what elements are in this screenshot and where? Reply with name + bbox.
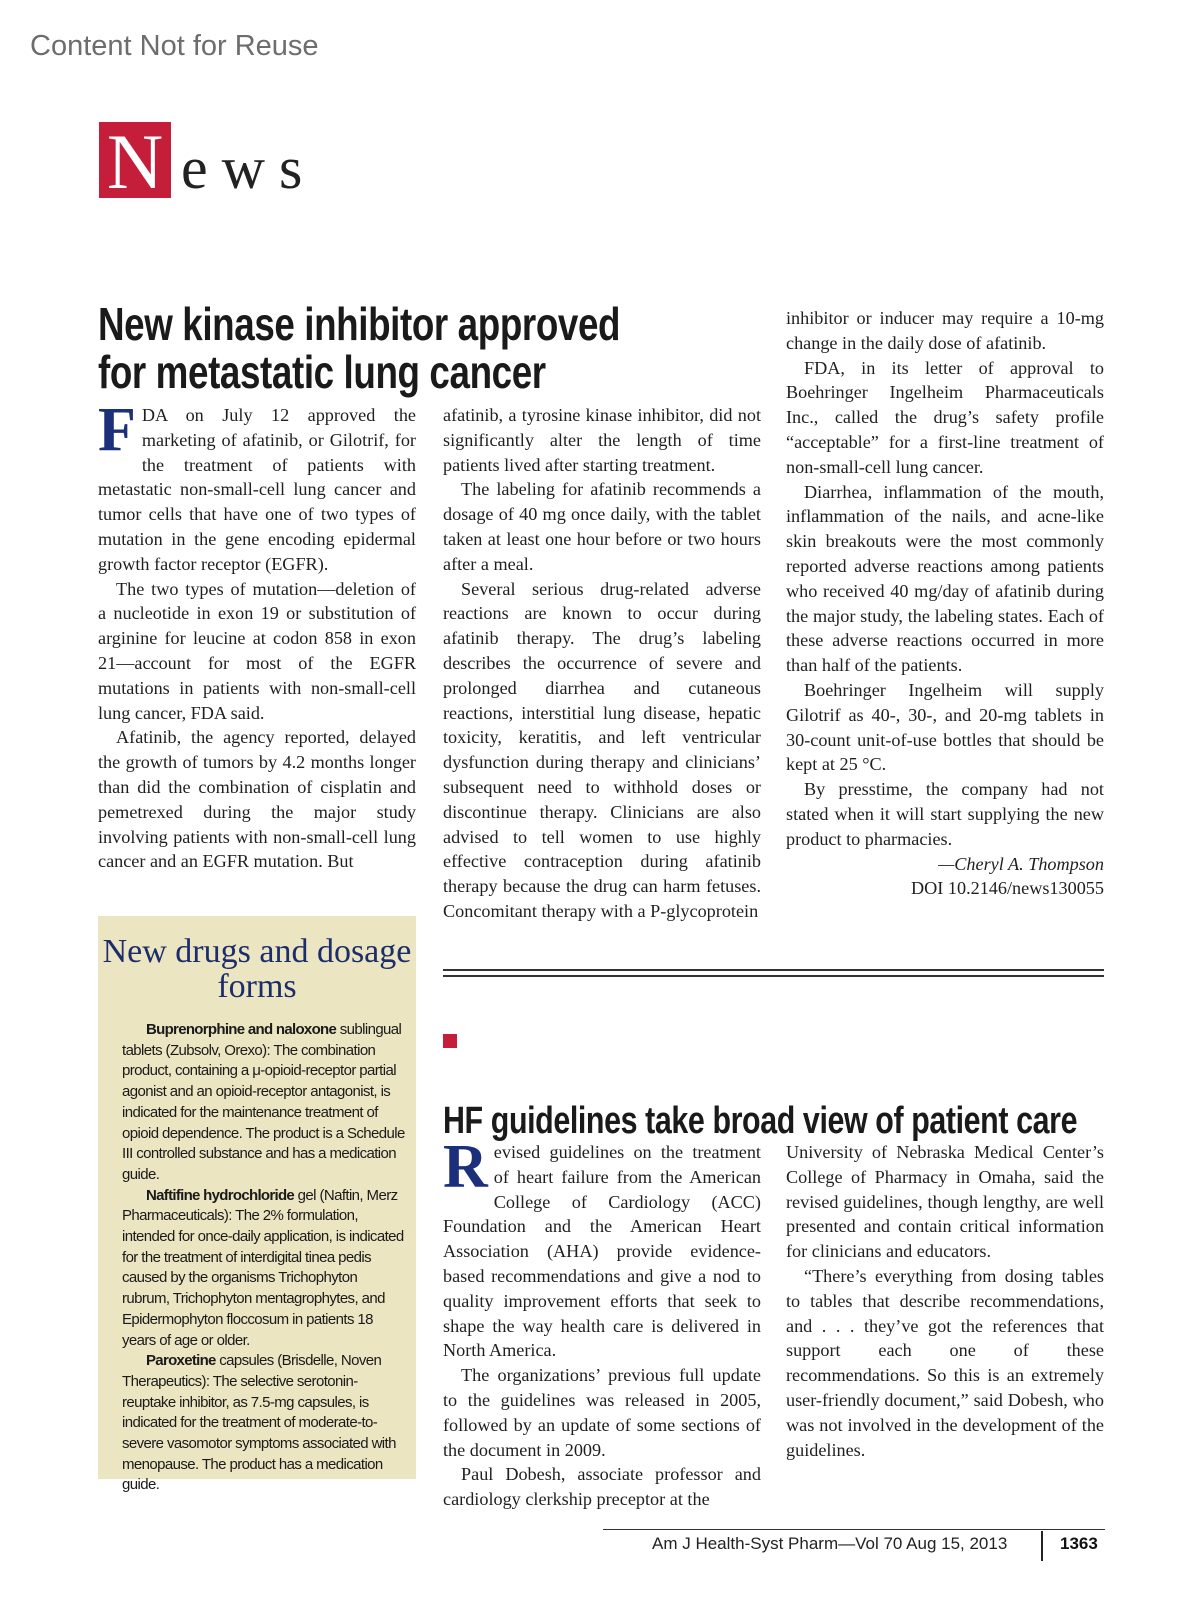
article2-column1	[443, 1133, 761, 1512]
article1-paragraph: The two types of mutation—deletion of a nucleotide in exon 19 or substitution of arginine for leucine at codon 858 in exon 21—account for most of the EGFR mutations in patients with non-small-cell lung cancer, FDA said.	[98, 578, 416, 723]
article2-headline: HF guidelines take broad view of patient care	[443, 1100, 1078, 1142]
news-logo-initial: N	[106, 118, 164, 205]
article1-headline	[98, 300, 620, 396]
article2-paragraph: University of Nebraska Medical Center’s College of Pharmacy in Omaha, said the revised guidelines, though lengthy, are well presented and contain critical information for clinicians and educators.	[786, 1142, 1104, 1262]
article1-headline-line1: New kinase inhibitor approved	[98, 298, 621, 350]
watermark: Content Not for Reuse	[30, 30, 319, 62]
article1-headline-line2: for metastatic lung cancer	[98, 346, 546, 398]
section-divider	[443, 975, 1104, 977]
article-marker-square	[443, 1034, 457, 1048]
article1-paragraph: Boehringer Ingelheim will supply Gilotrif as 40-, 30-, and 20-mg tablets in 30-count unit-of-use bottles that should be kept at 25 °C.	[786, 679, 1104, 775]
article2-dropcap: R	[443, 1133, 488, 1201]
drug-description: capsules (Brisdelle, Noven Therapeutics): The selective serotonin-reuptake inhibitor, as 7.5-mg capsules, is indicated for the treatment of moderate-to-severe vasomotor symptoms associated with menopause. The product has a medication guide.	[122, 1352, 396, 1494]
article1-paragraph: By presstime, the company had not stated when it will start supplying the new product to pharmacies.	[786, 779, 1104, 849]
article1-paragraph: inhibitor or inducer may require a 10-mg change in the daily dose of afatinib.	[786, 308, 1104, 353]
section-divider	[443, 969, 1104, 971]
sidebar-entry	[122, 1020, 406, 1186]
new-drugs-sidebar	[98, 916, 416, 1494]
article2-paragraph: Revised guidelines on the treatment of heart failure from the American College of Cardiology (ACC) Foundation and the American Heart Association (AHA) provide evidence-based recommendations and give a nod to quality improvement efforts that seek to shape the way health care is delivered in North America.	[443, 1133, 761, 1361]
article2-column2	[786, 1140, 1104, 1462]
article1-column2	[443, 403, 761, 924]
sidebar-entry	[122, 1186, 406, 1352]
article1-paragraph: Several serious drug-related adverse reactions are known to occur during afatinib therapy. The drug’s labeling describes the occurrence of severe and prolonged diarrhea and cutaneous reactions, interstitial lung disease, hepatic toxicity, keratitis, and left ventricular dysfunction during therapy and clinicians’ subsequent need to withhold doses or discontinue therapy. Clinicians are also advised to tell women to use highly effective contraception during afatinib therapy because the drug can harm fetuses. Concomitant therapy with a P-glycoprotein	[443, 578, 761, 921]
footer-separator	[1041, 1531, 1043, 1561]
page-number: 1363	[1060, 1534, 1098, 1553]
doi: DOI 10.2146/news130055	[911, 878, 1104, 899]
article1-column3	[786, 306, 1104, 901]
sidebar-entry	[122, 1351, 406, 1496]
drug-description: sublingual tablets (Zubsolv, Orexo): The combination product, containing a μ-opioid-receptor partial agonist and an opioid-receptor antagonist, is indicated for the maintenance treatment of opioid dependence. The product is a Schedule III controlled substance and has a medication guide.	[122, 1021, 405, 1183]
article1-paragraph: FDA on July 12 approved the marketing of afatinib, or Gilotrif, for the treatment of patients with metastatic non-small-cell lung cancer and tumor cells that have one of two types of mutation in the gene encoding epidermal growth factor receptor (EGFR).	[98, 396, 416, 574]
drug-description: gel (Naftin, Merz Pharmaceuticals): The 2% formulation, intended for once-daily application, is indicated for the treatment of interdigital tinea pedis caused by the organisms Trichophyton rubrum, Trichophyton mentagrophytes, and Epidermophyton floccosum in patients 18 years of age or older.	[122, 1186, 404, 1349]
article1-dropcap: F	[98, 396, 136, 464]
article1-column1	[98, 396, 416, 874]
author-signature: —Cheryl A. Thompson	[938, 853, 1104, 874]
article2-paragraph: Paul Dobesh, associate professor and cardiology clerkship preceptor at the	[443, 1464, 761, 1510]
sidebar-title: New drugs and dosage forms	[102, 933, 412, 1005]
article1-paragraph: The labeling for afatinib recommends a dosage of 40 mg once daily, with the tablet taken at least one hour before or two hours after a meal.	[443, 479, 761, 574]
drug-name: Buprenorphine and naloxone	[146, 1021, 337, 1038]
article1-paragraph: Afatinib, the agency reported, delayed the growth of tumors by 4.2 months longer than did the combination of cisplatin and pemetrexed during the major study involving patients with non-small-cell lung cancer and an EGFR mutation. But	[98, 727, 416, 872]
journal-citation: Am J Health-Syst Pharm—Vol 70 Aug 15, 2013	[652, 1534, 1008, 1553]
news-logo-text: ews	[181, 135, 317, 201]
article2-paragraph: “There’s everything from dosing tables to tables that describe recommendations, and . . . they’ve got the references that support each one of these recommendations. So this is an extremely user-friendly document,” said Dobesh, who was not involved in the development of the guidelines.	[786, 1265, 1104, 1460]
sidebar-body	[122, 1020, 406, 1496]
news-logo-box	[99, 118, 171, 205]
article2-paragraph: The organizations’ previous full update to the guidelines was released in 2005, followed by an update of some sections of the document in 2009.	[443, 1365, 761, 1460]
article1-paragraph: Diarrhea, inflammation of the mouth, inflammation of the nails, and acne-like skin breakouts were the most commonly reported adverse reactions among patients who received 40 mg/day of afatinib during the major study, the labeling states. Each of these adverse reactions occurred in more than half of the patients.	[786, 481, 1104, 676]
drug-name: Paroxetine	[146, 1352, 216, 1370]
article1-paragraph: FDA, in its letter of approval to Boehringer Ingelheim Pharmaceuticals Inc., called the drug’s safety profile “acceptable” for a first-line treatment of non-small-cell lung cancer.	[786, 357, 1104, 477]
footer-rule	[603, 1529, 1105, 1530]
drug-name: Naftifine hydrochloride	[146, 1186, 295, 1204]
article1-paragraph: afatinib, a tyrosine kinase inhibitor, did not significantly alter the length of time patients lived after starting treatment.	[443, 405, 761, 475]
